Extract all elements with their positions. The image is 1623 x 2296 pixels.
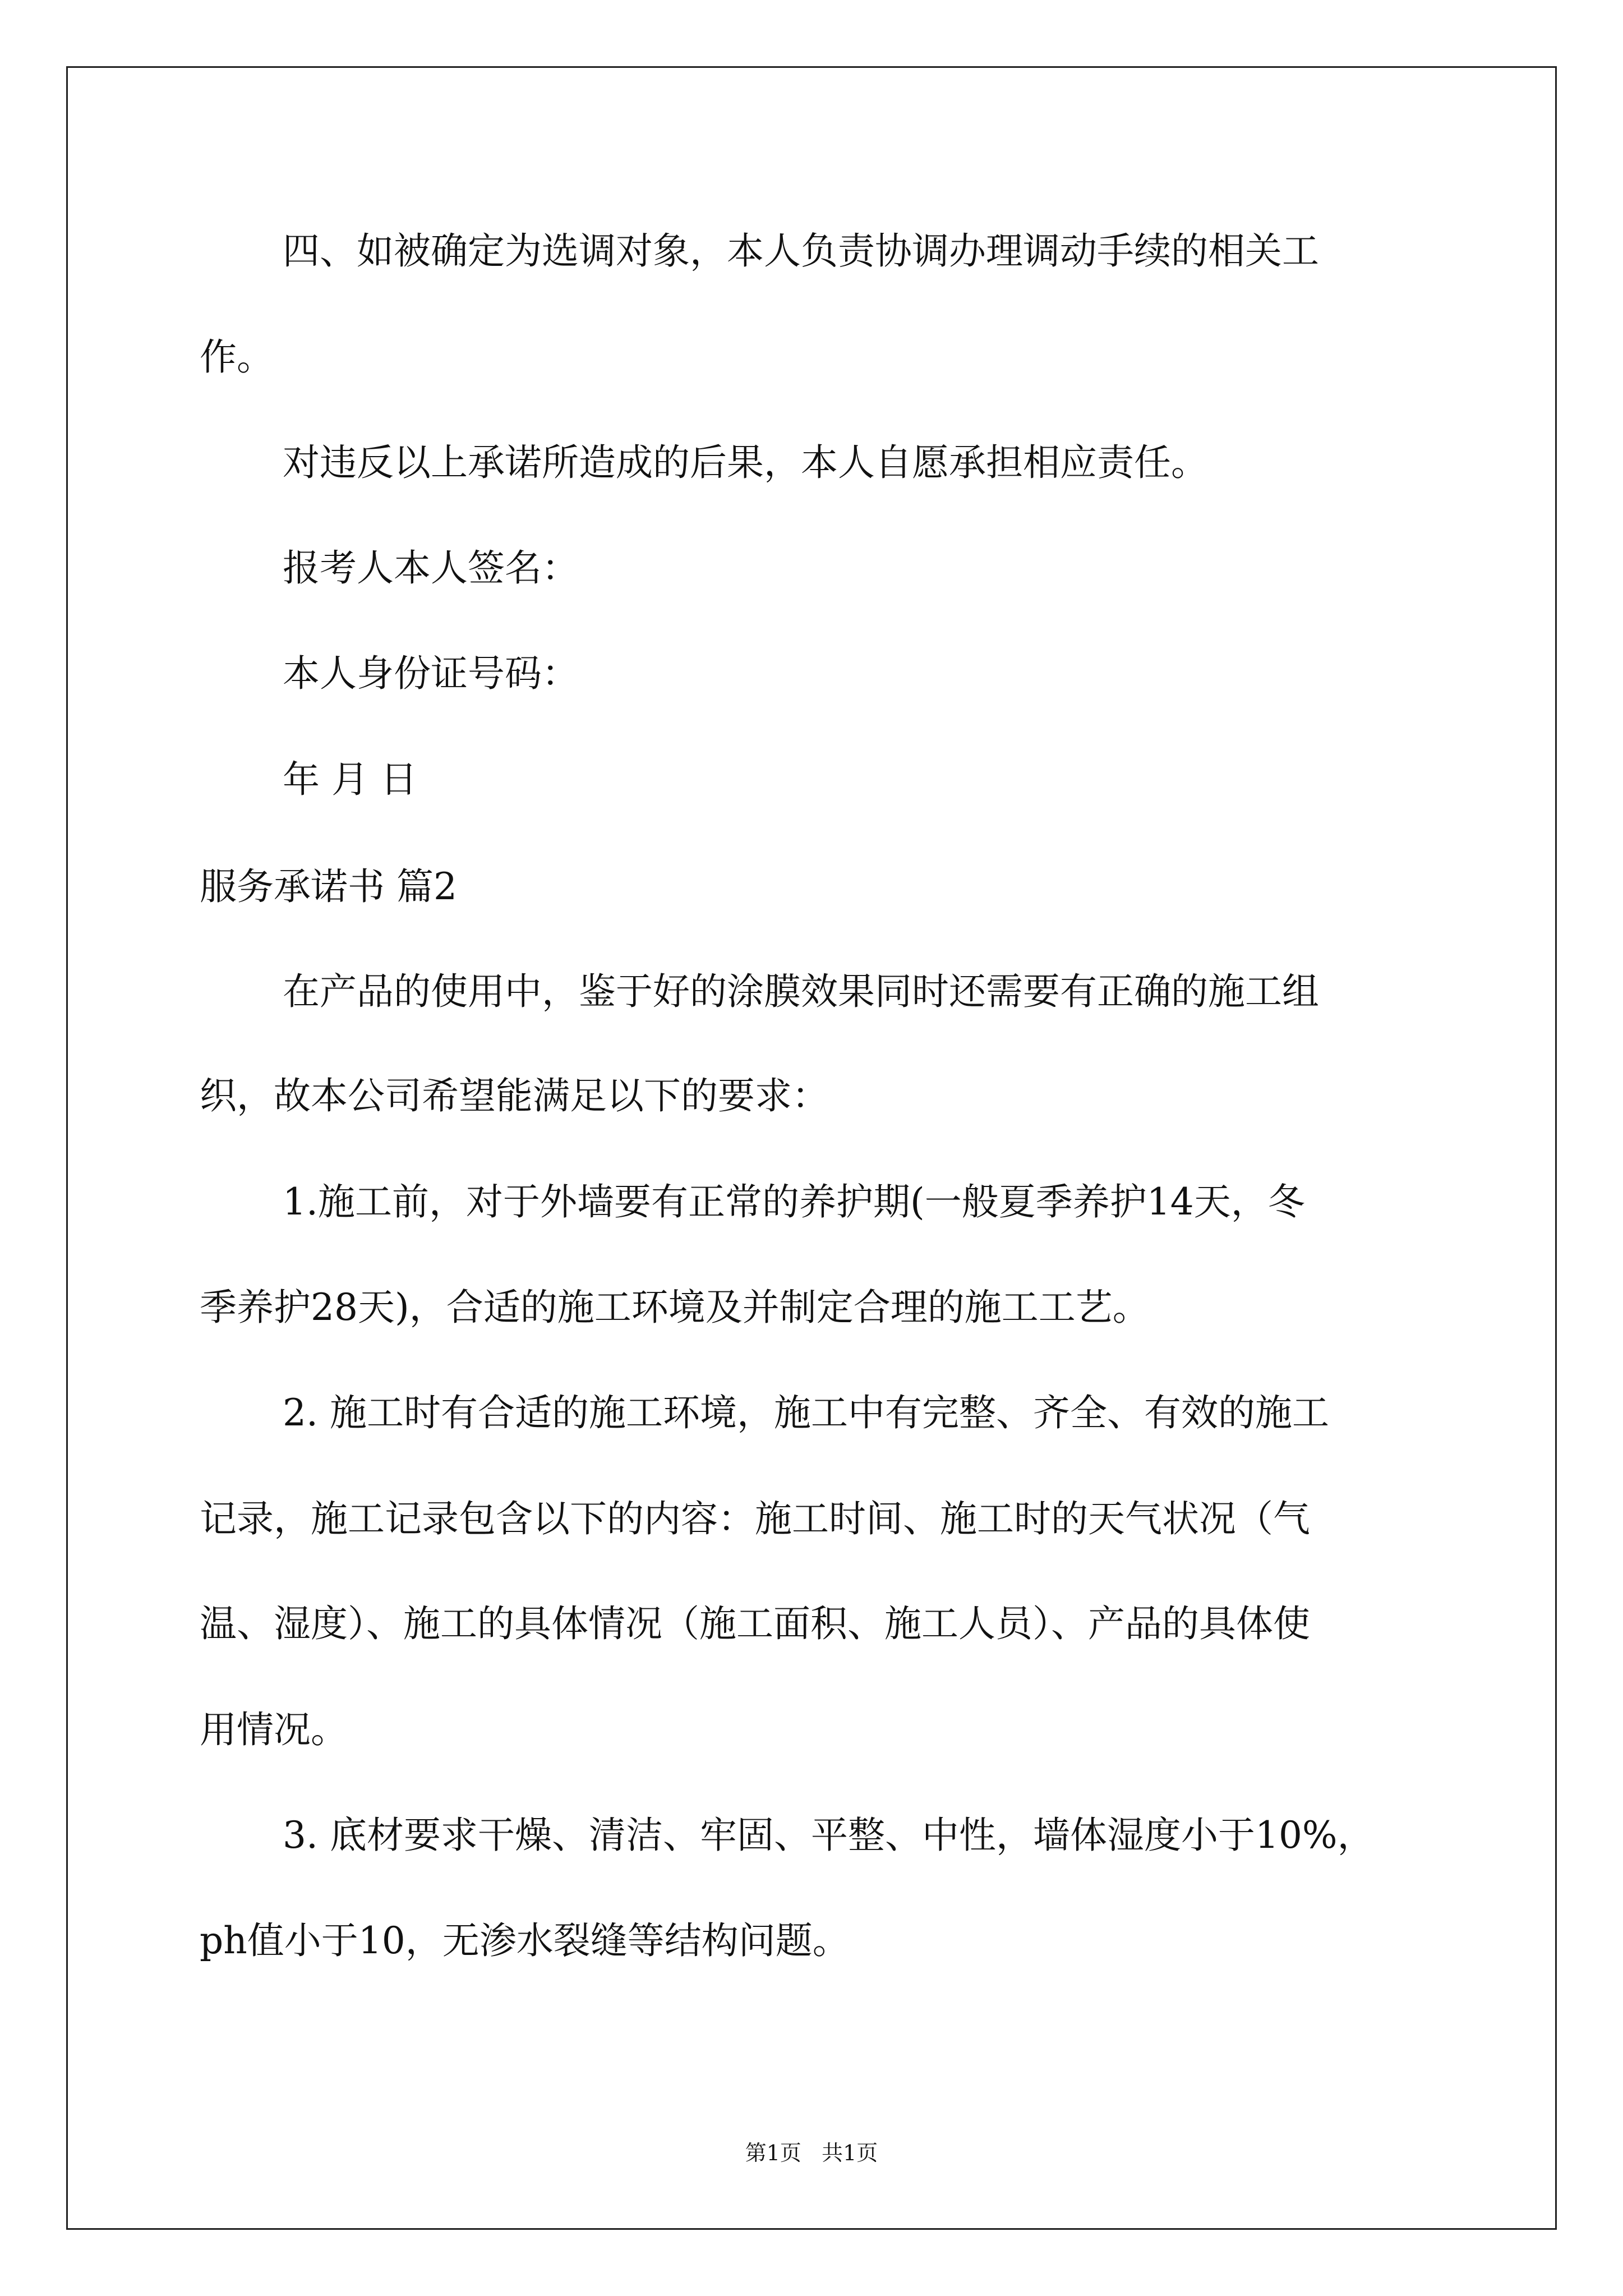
- paragraph-line: 四、如被确定为选调对象，本人负责协调办理调动手续的相关工: [283, 229, 1319, 273]
- paragraph-line: 季养护28天)，合适的施工环境及并制定合理的施工工艺。: [200, 1286, 1150, 1329]
- paragraph-line: 在产品的使用中，鉴于好的涂膜效果同时还需要有正确的施工组: [283, 970, 1319, 1013]
- paragraph-line: ph值小于10，无渗水裂缝等结构问题。: [200, 1919, 850, 1962]
- paragraph-line: 3. 底材要求干燥、清洁、牢固、平整、中性，墙体湿度小于10%，: [283, 1814, 1375, 1857]
- paragraph-line: 织，故本公司希望能满足以下的要求：: [200, 1074, 829, 1117]
- paragraph-line: 对违反以上承诺所造成的后果，本人自愿承担相应责任。: [283, 441, 1208, 484]
- section-heading: 服务承诺书 篇2: [200, 865, 457, 908]
- page-footer: 第1页 共1页: [745, 2141, 878, 2165]
- paragraph-line: 记录，施工记录包含以下的内容：施工时间、施工时的天气状况（气: [200, 1497, 1310, 1540]
- paragraph-line: 作。: [200, 335, 274, 379]
- paragraph-line: 用情况。: [200, 1708, 348, 1751]
- paragraph-line: 2. 施工时有合适的施工环境，施工中有完整、齐全、有效的施工: [283, 1391, 1329, 1434]
- paragraph-line: 1.施工前，对于外墙要有正常的养护期(一般夏季养护14天，冬: [283, 1180, 1305, 1223]
- id-number-label: 本人身份证号码：: [283, 652, 579, 695]
- page-border: [66, 66, 1557, 2230]
- paragraph-line: 温、湿度）、施工的具体情况（施工面积、施工人员）、产品的具体使: [200, 1602, 1310, 1645]
- signature-label: 报考人本人签名：: [283, 546, 579, 590]
- date-label: 年 月 日: [283, 758, 417, 801]
